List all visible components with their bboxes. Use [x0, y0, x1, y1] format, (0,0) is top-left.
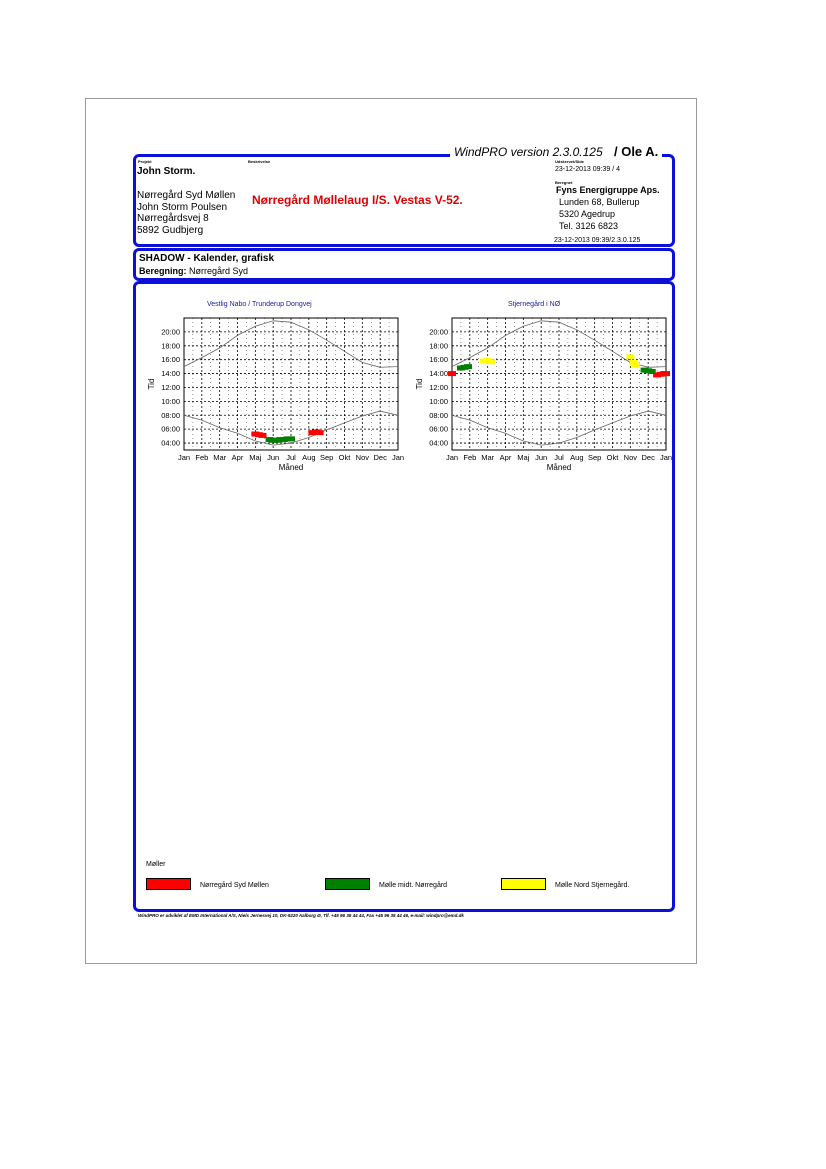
chart-1: [140, 310, 410, 475]
legend-swatch-yellow: [501, 878, 546, 890]
x-tick-label: Jan: [391, 453, 405, 462]
y-tick-label: 20:00: [429, 327, 448, 337]
y-tick-label: 18:00: [429, 341, 448, 351]
shadow-mark: [287, 436, 295, 441]
x-tick-label: Dec: [373, 453, 387, 462]
y-tick-label: 06:00: [161, 424, 180, 434]
calculated-value: 23-12-2013 09:39/2.3.0.125: [554, 237, 641, 244]
y-tick-label: 04:00: [161, 438, 180, 448]
shadow-mark: [316, 430, 324, 435]
x-tick-label: Jun: [535, 453, 548, 462]
address-line-3: Nørregårdsvej 8: [137, 213, 209, 224]
legend-swatch-green: [325, 878, 370, 890]
legend-label-2: Mølle midt. Nørregård: [379, 882, 448, 889]
x-tick-label: Mar: [213, 453, 227, 462]
y-tick-label: 14:00: [161, 369, 180, 379]
calc-line: [139, 266, 248, 276]
version-label: [450, 144, 662, 159]
x-tick-label: Jul: [554, 453, 564, 462]
company-line-1: Lunden 68, Bullerup: [559, 197, 640, 207]
y-tick-label: 04:00: [429, 438, 448, 448]
chart-2-title: Stjernegård i NØ: [508, 301, 561, 308]
y-axis-label: Tid: [415, 378, 424, 390]
shadow-mark: [648, 369, 656, 374]
legend-swatch-red: [146, 878, 191, 890]
address-line-4: 5892 Gudbjerg: [137, 225, 204, 236]
y-tick-label: 14:00: [429, 369, 448, 379]
calc-value: Nørregård Syd: [189, 266, 249, 276]
address-line-1: Nørregård Syd Møllen: [137, 190, 236, 201]
shadow-mark: [487, 359, 495, 364]
x-tick-label: Aug: [302, 453, 316, 462]
x-tick-label: Maj: [517, 453, 530, 462]
legend-label-3: Mølle Nord Stjernegård.: [555, 882, 630, 889]
x-tick-label: Sep: [587, 453, 602, 462]
y-tick-label: 18:00: [161, 341, 180, 351]
shadow-mark: [626, 354, 634, 359]
y-tick-label: 08:00: [161, 410, 180, 420]
description-label: Beskrivelse: [248, 159, 271, 164]
legend-title: Møller: [146, 861, 166, 868]
y-tick-label: 12:00: [429, 382, 448, 392]
y-tick-label: 10:00: [161, 396, 180, 406]
company-name: Fyns Energigruppe Aps.: [556, 185, 660, 195]
y-tick-label: 06:00: [429, 424, 448, 434]
x-tick-label: Jul: [286, 453, 296, 462]
x-tick-label: Jan: [177, 453, 191, 462]
chart-2: [408, 310, 678, 475]
y-tick-label: 12:00: [161, 382, 180, 392]
x-tick-label: Jan: [445, 453, 459, 462]
shadow-mark: [662, 371, 670, 376]
x-axis-label: Måned: [278, 463, 304, 472]
x-tick-label: Apr: [231, 453, 244, 462]
x-tick-label: Jan: [659, 453, 673, 462]
x-tick-label: Okt: [606, 453, 619, 462]
address-line-2: John Storm Poulsen: [137, 202, 228, 213]
x-tick-label: Okt: [338, 453, 351, 462]
version-text: WindPRO version 2.3.0.125: [454, 145, 603, 159]
x-tick-label: Jun: [267, 453, 280, 462]
x-tick-label: Sep: [319, 453, 334, 462]
x-tick-label: Dec: [641, 453, 655, 462]
report-title: SHADOW - Kalender, grafisk: [139, 253, 275, 264]
y-axis-label: Tid: [147, 378, 156, 390]
shadow-mark: [464, 364, 472, 369]
x-axis-label: Måned: [546, 463, 572, 472]
x-tick-label: Nov: [355, 453, 370, 462]
user-label: / Ole A.: [613, 144, 659, 159]
y-tick-label: 16:00: [429, 355, 448, 365]
x-tick-label: Feb: [195, 453, 209, 462]
project-description: Nørregård Møllelaug I/S. Vestas V-52.: [252, 193, 463, 207]
shadow-mark: [258, 433, 266, 438]
project-label: Projekt: [138, 159, 152, 164]
x-tick-label: Apr: [499, 453, 512, 462]
printed-label: Udskrevet/Side: [555, 159, 584, 164]
company-line-3: Tel. 3126 6823: [559, 221, 619, 231]
x-tick-label: Nov: [623, 453, 638, 462]
project-name: John Storm.: [137, 166, 196, 177]
shadow-mark: [448, 371, 456, 376]
x-tick-label: Feb: [463, 453, 477, 462]
shadow-mark: [632, 363, 640, 368]
y-tick-label: 10:00: [429, 396, 448, 406]
legend-label-1: Nørregård Syd Møllen: [200, 882, 269, 889]
y-tick-label: 20:00: [161, 327, 180, 337]
x-tick-label: Aug: [570, 453, 584, 462]
calc-label: Beregning:: [139, 266, 187, 276]
calculated-label: Beregnet: [555, 180, 573, 185]
printed-value: 23-12-2013 09:39 / 4: [555, 166, 620, 173]
x-tick-label: Mar: [481, 453, 495, 462]
x-tick-label: Maj: [249, 453, 262, 462]
y-tick-label: 16:00: [161, 355, 180, 365]
y-tick-label: 08:00: [429, 410, 448, 420]
footer-text: WindPRO er udviklet af EMD International A/S, Niels Jernesvej 10, DK-9220 Aalborg Ø, Tlf. +45 96 35 44 44, Fax +45 96 35 44 46, e-mail: windpro@emd.dk: [138, 913, 464, 918]
chart-1-title: Vestlig Nabo / Trunderup Dongvej: [207, 301, 312, 308]
company-line-2: 5320 Agedrup: [559, 209, 616, 219]
